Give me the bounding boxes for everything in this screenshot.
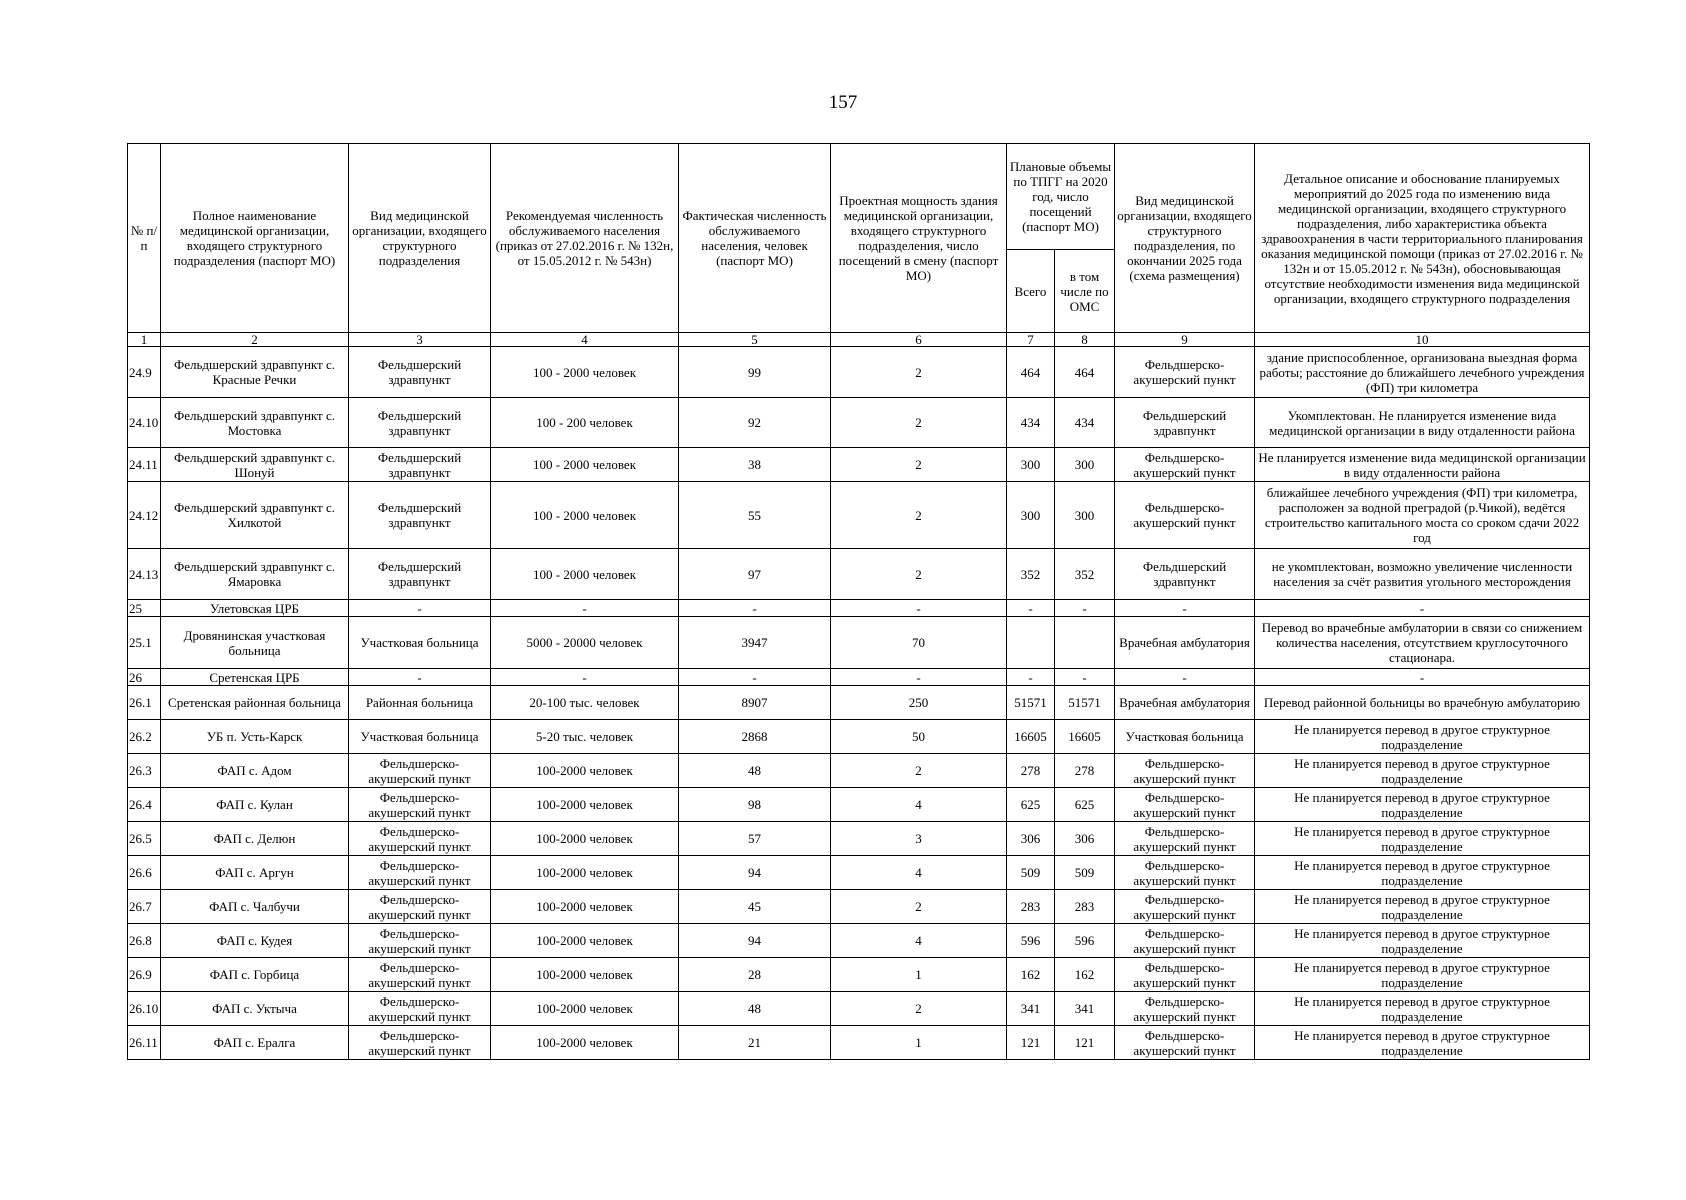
row-number: 26.8 xyxy=(128,924,161,958)
planned-total: - xyxy=(1007,669,1055,686)
description: Не планируется перевод в другое структурное подразделение xyxy=(1255,958,1590,992)
organization-name: ФАП с. Горбица xyxy=(161,958,349,992)
design-capacity: 50 xyxy=(831,720,1007,754)
organization-type: Фельдшерско-акушерский пункт xyxy=(349,890,491,924)
description: - xyxy=(1255,669,1590,686)
planned-oms: 352 xyxy=(1055,549,1115,600)
type-after-2025: - xyxy=(1115,669,1255,686)
actual-population: 48 xyxy=(679,754,831,788)
actual-population: 97 xyxy=(679,549,831,600)
design-capacity: 1 xyxy=(831,958,1007,992)
organization-name: Сретенская районная больница xyxy=(161,686,349,720)
recommended-population: 5-20 тыс. человек xyxy=(491,720,679,754)
table-row xyxy=(128,686,1590,720)
planned-oms: 434 xyxy=(1055,398,1115,448)
recommended-population: 100-2000 человек xyxy=(491,1026,679,1060)
planned-oms: 306 xyxy=(1055,822,1115,856)
table-row xyxy=(128,600,1590,617)
planned-total: 162 xyxy=(1007,958,1055,992)
row-number: 24.12 xyxy=(128,482,161,549)
design-capacity: 4 xyxy=(831,856,1007,890)
organization-name: ФАП с. Кудея xyxy=(161,924,349,958)
planned-oms: 278 xyxy=(1055,754,1115,788)
actual-population: 92 xyxy=(679,398,831,448)
recommended-population: 100-2000 человек xyxy=(491,856,679,890)
recommended-population: 100 - 2000 человек xyxy=(491,549,679,600)
actual-population: 99 xyxy=(679,347,831,398)
recommended-population: - xyxy=(491,600,679,617)
table-row xyxy=(128,617,1590,669)
organization-type: Участковая больница xyxy=(349,617,491,669)
recommended-population: 100-2000 человек xyxy=(491,788,679,822)
description: здание приспособленное, организована выездная форма работы; расстояние до ближайшего лечебного учреждения (ФП) три километра xyxy=(1255,347,1590,398)
description: не укомплектован, возможно увеличение численности населения за счёт развития угольного месторождения xyxy=(1255,549,1590,600)
organization-type: Фельдшерский здравпункт xyxy=(349,398,491,448)
recommended-population: 100-2000 человек xyxy=(491,890,679,924)
organization-name: Сретенская ЦРБ xyxy=(161,669,349,686)
planned-oms: 596 xyxy=(1055,924,1115,958)
table-row xyxy=(128,754,1590,788)
organization-name: Дровянинская участковая больница xyxy=(161,617,349,669)
recommended-population: 100-2000 человек xyxy=(491,754,679,788)
table-row xyxy=(128,549,1590,600)
planned-oms: 16605 xyxy=(1055,720,1115,754)
row-number: 25.1 xyxy=(128,617,161,669)
type-after-2025: Фельдшерско-акушерский пункт xyxy=(1115,890,1255,924)
column-number: 5 xyxy=(679,333,831,347)
description: Не планируется перевод в другое структурное подразделение xyxy=(1255,924,1590,958)
planned-total: 341 xyxy=(1007,992,1055,1026)
table-row xyxy=(128,924,1590,958)
type-after-2025: Фельдшерско-акушерский пункт xyxy=(1115,992,1255,1026)
type-after-2025: Фельдшерско-акушерский пункт xyxy=(1115,856,1255,890)
planned-total: 300 xyxy=(1007,448,1055,482)
type-after-2025: Фельдшерско-акушерский пункт xyxy=(1115,1026,1255,1060)
row-number: 26.3 xyxy=(128,754,161,788)
type-after-2025: Фельдшерско-акушерский пункт xyxy=(1115,347,1255,398)
table-row xyxy=(128,448,1590,482)
design-capacity: 1 xyxy=(831,1026,1007,1060)
planned-total: 306 xyxy=(1007,822,1055,856)
organization-name: ФАП с. Чалбучи xyxy=(161,890,349,924)
organization-type: - xyxy=(349,600,491,617)
table-row xyxy=(128,347,1590,398)
table-row xyxy=(128,992,1590,1026)
type-after-2025: Врачебная амбулатория xyxy=(1115,617,1255,669)
row-number: 26.10 xyxy=(128,992,161,1026)
design-capacity: 250 xyxy=(831,686,1007,720)
actual-population: 48 xyxy=(679,992,831,1026)
row-number: 24.9 xyxy=(128,347,161,398)
actual-population: 28 xyxy=(679,958,831,992)
type-after-2025: Фельдшерский здравпункт xyxy=(1115,398,1255,448)
row-number: 25 xyxy=(128,600,161,617)
planned-total: 51571 xyxy=(1007,686,1055,720)
description: Не планируется перевод в другое структурное подразделение xyxy=(1255,754,1590,788)
row-number: 26.2 xyxy=(128,720,161,754)
organization-name: ФАП с. Адом xyxy=(161,754,349,788)
design-capacity: 2 xyxy=(831,992,1007,1026)
actual-population: 55 xyxy=(679,482,831,549)
column-number: 2 xyxy=(161,333,349,347)
design-capacity: 2 xyxy=(831,398,1007,448)
header-organization-name: Полное наименование медицинской организации, входящего структурного подразделения (паспорт МО) xyxy=(161,144,349,333)
actual-population: 98 xyxy=(679,788,831,822)
planned-oms: 162 xyxy=(1055,958,1115,992)
organization-type: - xyxy=(349,669,491,686)
planned-total: 464 xyxy=(1007,347,1055,398)
planned-oms: 300 xyxy=(1055,448,1115,482)
table-row xyxy=(128,890,1590,924)
planned-total: 625 xyxy=(1007,788,1055,822)
planned-total: 121 xyxy=(1007,1026,1055,1060)
header-actual-population: Фактическая численность обслуживаемого населения, человек (паспорт МО) xyxy=(679,144,831,333)
row-number: 26 xyxy=(128,669,161,686)
design-capacity: - xyxy=(831,669,1007,686)
recommended-population: 100 - 2000 человек xyxy=(491,482,679,549)
column-number: 1 xyxy=(128,333,161,347)
table-row xyxy=(128,958,1590,992)
organization-type: Фельдшерский здравпункт xyxy=(349,482,491,549)
organization-name: ФАП с. Делюн xyxy=(161,822,349,856)
design-capacity: 4 xyxy=(831,924,1007,958)
planned-oms: 464 xyxy=(1055,347,1115,398)
column-number-row xyxy=(128,333,1590,347)
actual-population: 94 xyxy=(679,924,831,958)
organization-type: Районная больница xyxy=(349,686,491,720)
row-number: 26.6 xyxy=(128,856,161,890)
organization-name: ФАП с. Аргун xyxy=(161,856,349,890)
column-number: 9 xyxy=(1115,333,1255,347)
organization-name: Фельдшерский здравпункт с. Красные Речки xyxy=(161,347,349,398)
design-capacity: 2 xyxy=(831,549,1007,600)
description: Не планируется перевод в другое структурное подразделение xyxy=(1255,822,1590,856)
actual-population: 57 xyxy=(679,822,831,856)
actual-population: 94 xyxy=(679,856,831,890)
description: Не планируется перевод в другое структурное подразделение xyxy=(1255,788,1590,822)
planned-oms: 625 xyxy=(1055,788,1115,822)
planned-oms xyxy=(1055,617,1115,669)
planned-oms: - xyxy=(1055,600,1115,617)
table-row xyxy=(128,720,1590,754)
design-capacity: 3 xyxy=(831,822,1007,856)
table-row xyxy=(128,822,1590,856)
planned-total xyxy=(1007,617,1055,669)
organization-name: Фельдшерский здравпункт с. Шонуй xyxy=(161,448,349,482)
row-number: 26.9 xyxy=(128,958,161,992)
organization-name: Фельдшерский здравпункт с. Ямаровка xyxy=(161,549,349,600)
planned-total: 283 xyxy=(1007,890,1055,924)
actual-population: 21 xyxy=(679,1026,831,1060)
actual-population: - xyxy=(679,600,831,617)
row-number: 24.10 xyxy=(128,398,161,448)
organization-name: ФАП с. Кулан xyxy=(161,788,349,822)
actual-population: 45 xyxy=(679,890,831,924)
column-number: 4 xyxy=(491,333,679,347)
description: Укомплектован. Не планируется изменение вида медицинской организации в виду отдаленности района xyxy=(1255,398,1590,448)
organization-type: Фельдшерско-акушерский пункт xyxy=(349,822,491,856)
planned-total: 278 xyxy=(1007,754,1055,788)
table-row xyxy=(128,788,1590,822)
type-after-2025: Фельдшерско-акушерский пункт xyxy=(1115,924,1255,958)
recommended-population: - xyxy=(491,669,679,686)
type-after-2025: Фельдшерско-акушерский пункт xyxy=(1115,822,1255,856)
design-capacity: 2 xyxy=(831,347,1007,398)
recommended-population: 100 - 200 человек xyxy=(491,398,679,448)
recommended-population: 100-2000 человек xyxy=(491,924,679,958)
recommended-population: 100-2000 человек xyxy=(491,958,679,992)
type-after-2025: Фельдшерский здравпункт xyxy=(1115,549,1255,600)
table-body xyxy=(128,333,1590,1060)
description: Не планируется перевод в другое структурное подразделение xyxy=(1255,992,1590,1026)
actual-population: - xyxy=(679,669,831,686)
organization-type: Фельдшерско-акушерский пункт xyxy=(349,958,491,992)
planned-total: 596 xyxy=(1007,924,1055,958)
row-number: 26.7 xyxy=(128,890,161,924)
organization-type: Фельдшерско-акушерский пункт xyxy=(349,788,491,822)
design-capacity: 2 xyxy=(831,482,1007,549)
organization-type: Фельдшерский здравпункт xyxy=(349,347,491,398)
header-number: № п/п xyxy=(128,144,161,333)
planned-oms: 121 xyxy=(1055,1026,1115,1060)
table-row xyxy=(128,482,1590,549)
header-organization-type: Вид медицинской организации, входящего структурного подразделения xyxy=(349,144,491,333)
actual-population: 38 xyxy=(679,448,831,482)
description: Перевод во врачебные амбулатории в связи со снижением количества населения, отсутствием круглосуточного стационара. xyxy=(1255,617,1590,669)
planned-total: 434 xyxy=(1007,398,1055,448)
design-capacity: 2 xyxy=(831,890,1007,924)
table-row xyxy=(128,856,1590,890)
row-number: 26.11 xyxy=(128,1026,161,1060)
description: Не планируется изменение вида медицинской организации в виду отдаленности района xyxy=(1255,448,1590,482)
recommended-population: 100-2000 человек xyxy=(491,992,679,1026)
planned-total: 509 xyxy=(1007,856,1055,890)
organization-name: Фельдшерский здравпункт с. Мостовка xyxy=(161,398,349,448)
design-capacity: 2 xyxy=(831,448,1007,482)
actual-population: 8907 xyxy=(679,686,831,720)
description: Перевод районной больницы во врачебную амбулаторию xyxy=(1255,686,1590,720)
design-capacity: 4 xyxy=(831,788,1007,822)
description: Не планируется перевод в другое структурное подразделение xyxy=(1255,856,1590,890)
planned-total: 352 xyxy=(1007,549,1055,600)
type-after-2025: Фельдшерско-акушерский пункт xyxy=(1115,482,1255,549)
type-after-2025: Участковая больница xyxy=(1115,720,1255,754)
header-design-capacity: Проектная мощность здания медицинской организации, входящего структурного подразделения, число посещений в смену (паспорт МО) xyxy=(831,144,1007,333)
actual-population: 3947 xyxy=(679,617,831,669)
column-number: 10 xyxy=(1255,333,1590,347)
recommended-population: 20-100 тыс. человек xyxy=(491,686,679,720)
recommended-population: 100 - 2000 человек xyxy=(491,448,679,482)
organization-name: ФАП с. Уктыча xyxy=(161,992,349,1026)
design-capacity: 70 xyxy=(831,617,1007,669)
planned-oms: 300 xyxy=(1055,482,1115,549)
organization-type: Фельдшерский здравпункт xyxy=(349,549,491,600)
facilities-table xyxy=(127,143,1590,1060)
column-number: 3 xyxy=(349,333,491,347)
header-type-after-2025: Вид медицинской организации, входящего структурного подразделения, по окончании 2025 года (схема размещения) xyxy=(1115,144,1255,333)
planned-oms: 51571 xyxy=(1055,686,1115,720)
type-after-2025: Фельдшерско-акушерский пункт xyxy=(1115,754,1255,788)
design-capacity: 2 xyxy=(831,754,1007,788)
table-row xyxy=(128,1026,1590,1060)
column-number: 8 xyxy=(1055,333,1115,347)
type-after-2025: Фельдшерско-акушерский пункт xyxy=(1115,448,1255,482)
planned-total: 16605 xyxy=(1007,720,1055,754)
column-number: 7 xyxy=(1007,333,1055,347)
planned-total: 300 xyxy=(1007,482,1055,549)
row-number: 24.13 xyxy=(128,549,161,600)
planned-oms: 509 xyxy=(1055,856,1115,890)
type-after-2025: Врачебная амбулатория xyxy=(1115,686,1255,720)
planned-oms: 283 xyxy=(1055,890,1115,924)
planned-oms: - xyxy=(1055,669,1115,686)
organization-type: Фельдшерско-акушерский пункт xyxy=(349,856,491,890)
description: Не планируется перевод в другое структурное подразделение xyxy=(1255,1026,1590,1060)
organization-type: Фельдшерско-акушерский пункт xyxy=(349,992,491,1026)
organization-type: Фельдшерско-акушерский пункт xyxy=(349,924,491,958)
organization-name: Улетовская ЦРБ xyxy=(161,600,349,617)
page-number: 157 xyxy=(828,92,858,113)
organization-name: ФАП с. Ералга xyxy=(161,1026,349,1060)
description: Не планируется перевод в другое структурное подразделение xyxy=(1255,890,1590,924)
description: ближайшее лечебного учреждения (ФП) три километра, расположен за водной преградой (р.Чикой), ведётся строительство капитального моста со сроком сдачи 2022 год xyxy=(1255,482,1590,549)
table-row xyxy=(128,398,1590,448)
organization-name: Фельдшерский здравпункт с. Хилкотой xyxy=(161,482,349,549)
column-number: 6 xyxy=(831,333,1007,347)
design-capacity: - xyxy=(831,600,1007,617)
row-number: 26.5 xyxy=(128,822,161,856)
organization-type: Фельдшерский здравпункт xyxy=(349,448,491,482)
row-number: 24.11 xyxy=(128,448,161,482)
recommended-population: 100 - 2000 человек xyxy=(491,347,679,398)
row-number: 26.1 xyxy=(128,686,161,720)
header-including-oms: в том числе по ОМС xyxy=(1055,250,1115,333)
recommended-population: 5000 - 20000 человек xyxy=(491,617,679,669)
organization-type: Фельдшерско-акушерский пункт xyxy=(349,1026,491,1060)
organization-name: УБ п. Усть-Карск xyxy=(161,720,349,754)
description: - xyxy=(1255,600,1590,617)
header-total: Всего xyxy=(1007,250,1055,333)
actual-population: 2868 xyxy=(679,720,831,754)
type-after-2025: Фельдшерско-акушерский пункт xyxy=(1115,788,1255,822)
type-after-2025: - xyxy=(1115,600,1255,617)
organization-type: Участковая больница xyxy=(349,720,491,754)
recommended-population: 100-2000 человек xyxy=(491,822,679,856)
type-after-2025: Фельдшерско-акушерский пункт xyxy=(1115,958,1255,992)
description: Не планируется перевод в другое структурное подразделение xyxy=(1255,720,1590,754)
header-recommended-population: Рекомендуемая численность обслуживаемого населения (приказ от 27.02.2016 г. № 132н, от 15.05.2012 г. № 543н) xyxy=(491,144,679,333)
header-detailed-description: Детальное описание и обоснование планируемых мероприятий до 2025 года по изменению вида медицинской организации, входящего структурного подразделения, либо характеристика объекта здравоохранения в части территориального планирования оказания медицинской помощи (приказ от 27.02.2016 г. № 132н и от 15.05.2012 г. № 543н), обосновывающая отсутствие необходимости изменения вида медицинской организации, входящего структурного подразделения xyxy=(1255,144,1590,333)
planned-oms: 341 xyxy=(1055,992,1115,1026)
row-number: 26.4 xyxy=(128,788,161,822)
header-planned-volumes: Плановые объемы по ТПГГ на 2020 год, число посещений (паспорт МО) xyxy=(1007,144,1115,250)
table-row xyxy=(128,669,1590,686)
planned-total: - xyxy=(1007,600,1055,617)
organization-type: Фельдшерско-акушерский пункт xyxy=(349,754,491,788)
